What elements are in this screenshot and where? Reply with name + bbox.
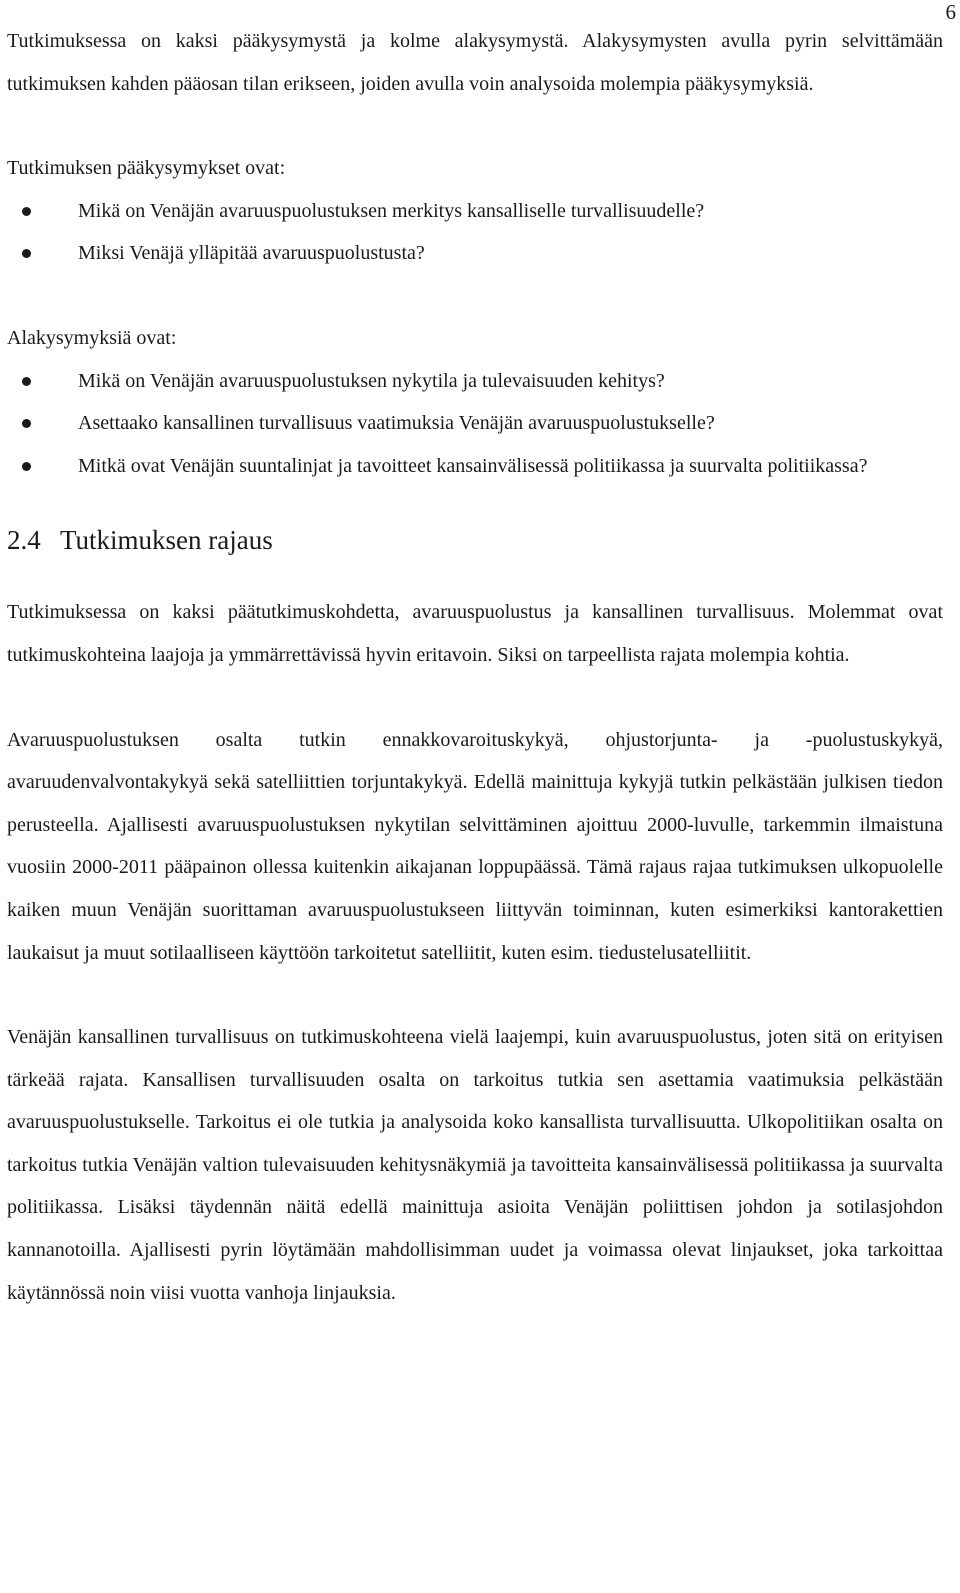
list-item-text: Mikä on Venäjän avaruuspuolustuksen merkitys kansalliselle turvallisuudelle? (78, 199, 705, 222)
list-item-text: Miksi Venäjä ylläpitää avaruuspuolustusta? (78, 242, 425, 265)
list-item (7, 445, 943, 488)
list-item (7, 190, 943, 233)
sub-questions-list (7, 360, 943, 488)
section-title: Tutkimuksen rajaus (60, 525, 273, 556)
list-item (7, 402, 943, 445)
main-questions-list (7, 190, 943, 275)
list-item (7, 360, 943, 403)
page-number: 6 (945, 0, 956, 24)
intro-paragraph: Tutkimuksessa on kaksi pääkysymystä ja kolme alakysymystä. Alakysymysten avulla pyrin selvittämään tutkimuksen kahden pääosan tilan erikseen, joiden avulla voin analysoida molempia pääkysymyksiä. (7, 30, 943, 95)
main-questions-heading: Tutkimuksen pääkysymykset ovat: (7, 157, 286, 180)
paragraph: Tutkimuksessa on kaksi päätutkimuskohdetta, avaruuspuolustus ja kansallinen turvallisuus. Molemmat ovat tutkimuskohteina laajoja ja ymmärrettävissä hyvin eritavoin. Siksi on tarpeellista rajata molempia kohtia. (7, 601, 943, 666)
bullet-icon (22, 249, 31, 258)
paragraph: Venäjän kansallinen turvallisuus on tutkimuskohteena vielä laajempi, kuin avaruuspuolustus, joten sitä on erityisen tärkeää rajata. Kansallisen turvallisuuden osalta on tarkoitus tutkia sen asettamia vaatimuksia pelkästään avaruuspuolustukselle. Tarkoitus ei ole tutkia ja analysoida koko kansallista turvallisuutta. Ulkopolitiikan osalta on tarkoitus tutkia Venäjän valtion tulevaisuuden kehitysnäkymiä ja tavoitteita kansainvälisessä politiikassa ja suurvalta politiikassa. Lisäksi täydennän näitä edellä mainittuja asioita Venäjän poliittisen johdon ja sotilasjohdon kannanotoilla. Ajallisesti pyrin löytämään mahdollisimman uudet ja voimassa olevat linjaukset, joka tarkoittaa käytännössä noin viisi vuotta vanhoja linjauksia. (7, 1026, 943, 1304)
bullet-icon (22, 419, 31, 428)
bullet-icon (22, 207, 31, 216)
section-heading (7, 519, 943, 561)
paragraph: Avaruuspuolustuksen osalta tutkin ennakkovaroituskykyä, ohjustorjunta- ja -puolustuskykyä, avaruudenvalvontakykyä sekä satelliittien torjuntakykyä. Edellä mainittuja kykyjä tutkin pelkästään julkisen tiedon perusteella. Ajallisesti avaruuspuolustuksen nykytilan selvittäminen ajoittuu 2000-luvulle, tarkemmin ilmaistuna vuosiin 2000-2011 pääpainon ollessa kuitenkin aikajanan loppupäässä. Tämä rajaus rajaa tutkimuksen ulkopuolelle kaiken muun Venäjän suorittaman avaruuspuolustukseen liittyvän toiminnan, kuten esimerkiksi kantorakettien laukaisut ja muut sotilaalliseen käyttöön tarkoitetut satelliitit, kuten esim. tiedustelusatelliitit. (7, 728, 943, 964)
list-item-text: Asettaako kansallinen turvallisuus vaatimuksia Venäjän avaruuspuolustukselle? (78, 412, 715, 435)
section-number: 2.4 (7, 525, 41, 556)
list-item-text: Mikä on Venäjän avaruuspuolustuksen nykytila ja tulevaisuuden kehitys? (78, 369, 665, 392)
bullet-icon (22, 462, 31, 471)
list-item (7, 232, 943, 275)
document-body (7, 20, 943, 1314)
bullet-icon (22, 377, 31, 386)
list-item-text: Mitkä ovat Venäjän suuntalinjat ja tavoitteet kansainvälisessä politiikassa ja suurvalta politiikassa? (78, 454, 868, 477)
sub-questions-heading: Alakysymyksiä ovat: (7, 326, 177, 349)
